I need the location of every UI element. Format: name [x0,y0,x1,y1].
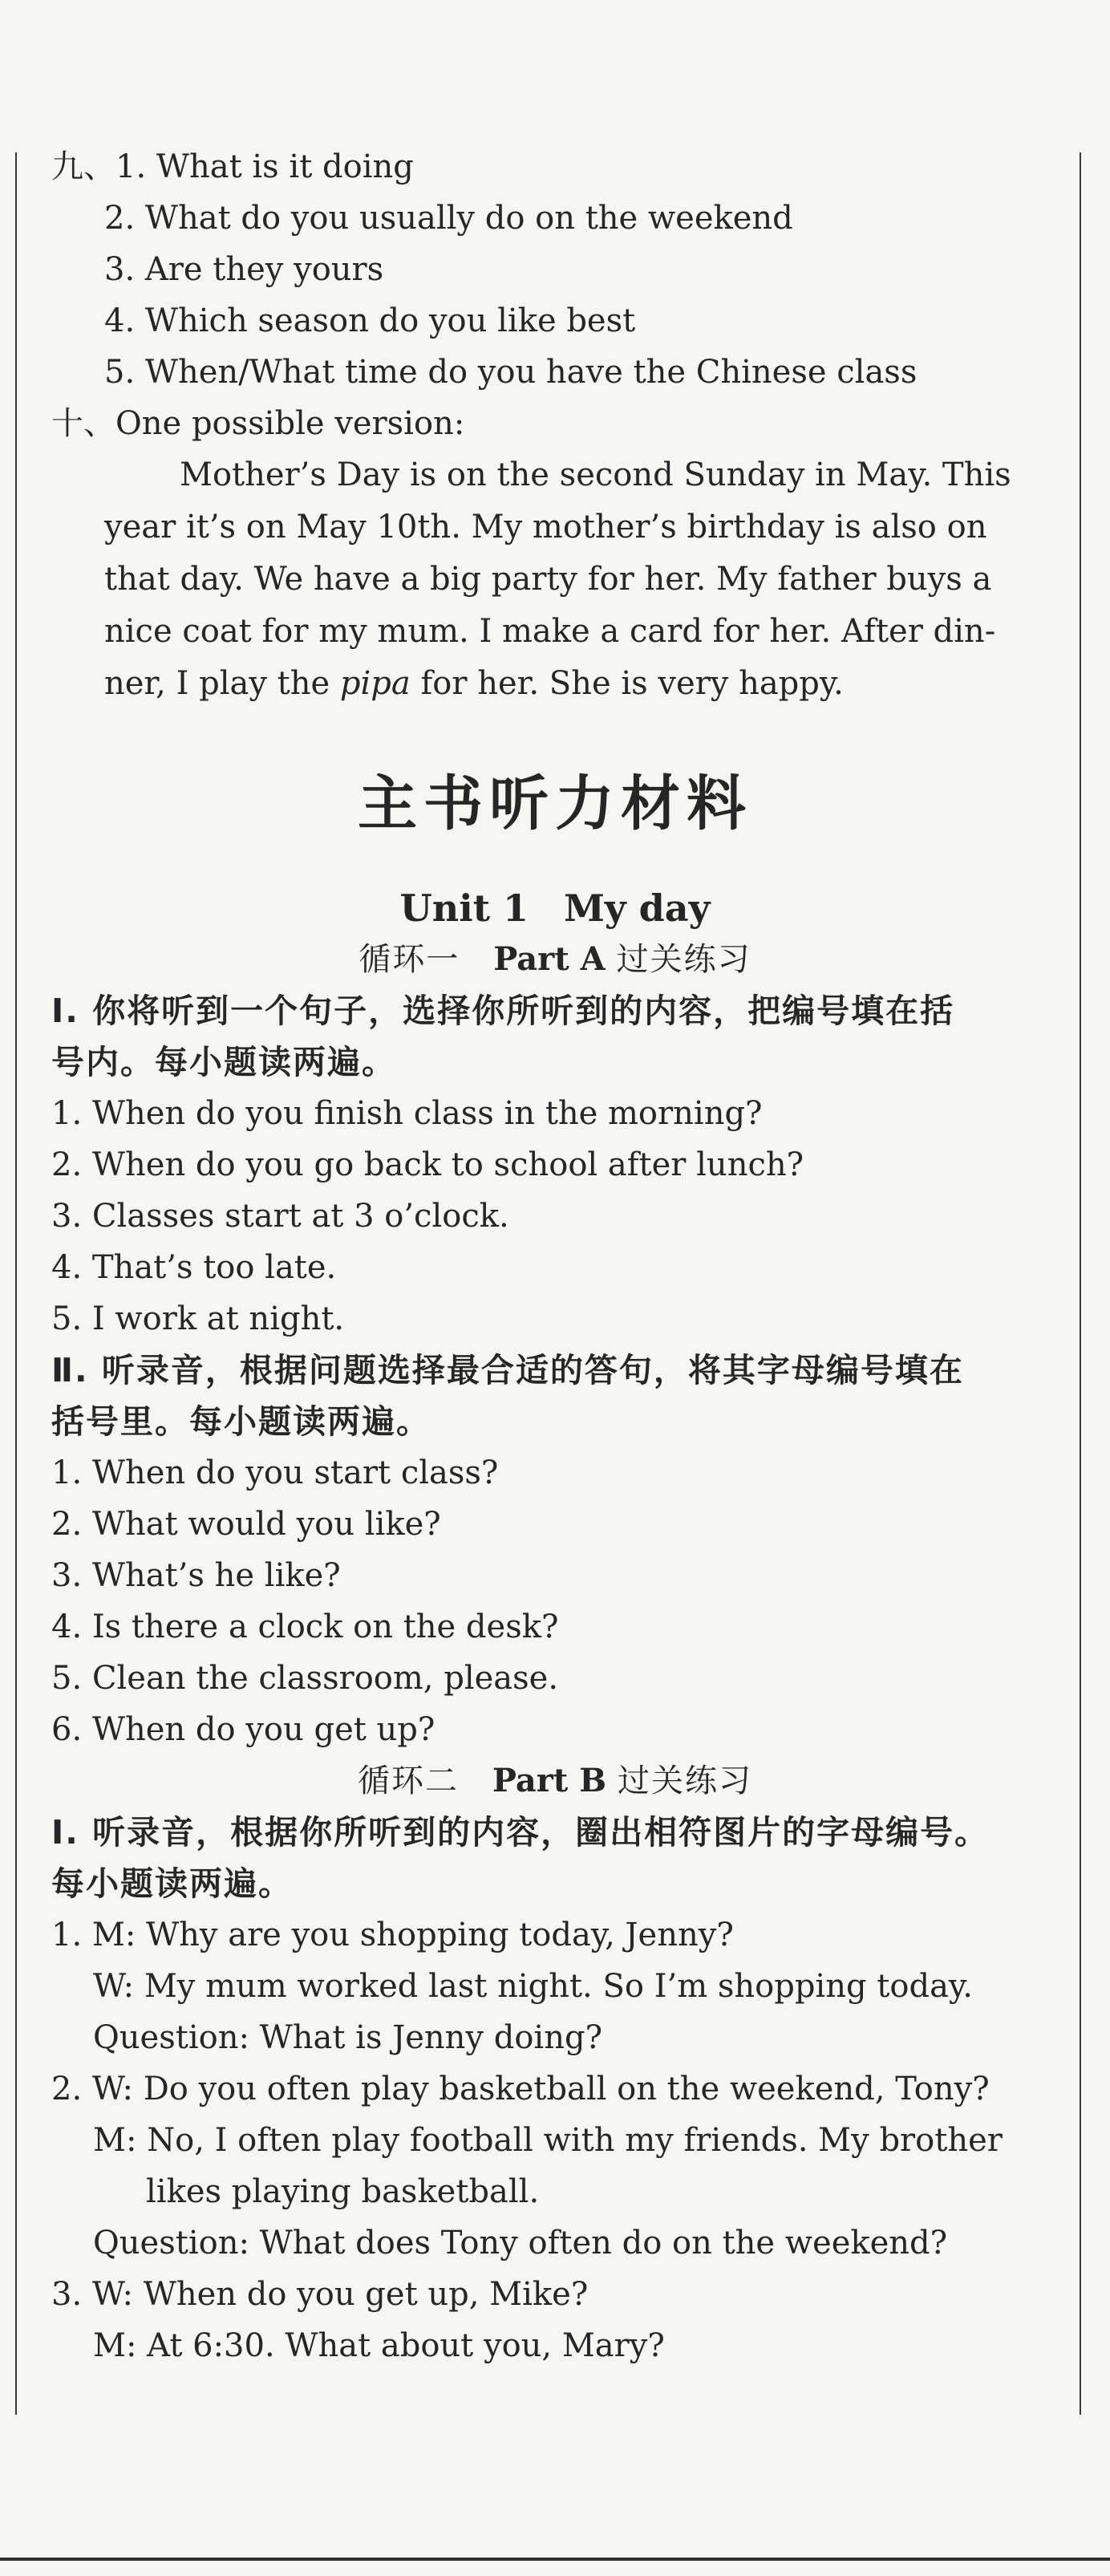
sec9-item-3: 3. Are they yours [104,251,384,288]
list-item: 6. When do you get up? [51,1711,435,1748]
unit-name: My day [563,886,711,930]
essay-line: ner, I play the pipa for her. She is very happy. [104,665,844,702]
essay-line: that day. We have a big party for her. My father buys a [104,561,992,598]
dialogue-question: Question: What is Jenny doing? [93,2019,603,2056]
dialogue-line: M: No, I often play football with my friends. My brother [93,2122,1003,2159]
list-item: 2. What would you like? [51,1506,441,1543]
loop1-q2-head-cont: 括号里。每小题读两遍。 [51,1402,431,1441]
dialogue-line: W: My mum worked last night. So I’m shopping today. [93,1968,973,2005]
loop2-title: 循环二 Part B 过关练习 [358,1762,752,1799]
list-item: 4. That’s too late. [51,1249,337,1286]
list-item: 2. When do you go back to school after lunch? [51,1146,804,1183]
loop1-q1-head: Ⅰ. 你将听到一个句子，选择你所听到的内容，把编号填在括 [51,992,955,1030]
italic-word: pipa [339,665,411,702]
list-item: 3. What’s he like? [51,1557,341,1594]
dialogue-line: 2. W: Do you often play basketball on the weekend, Tony? [51,2071,990,2107]
sec9-item-4: 4. Which season do you like best [104,302,636,339]
dialogue-question: Question: What does Tony often do on the weekend? [93,2225,948,2262]
list-item: 5. Clean the classroom, please. [51,1660,559,1697]
loop1-q2-head: Ⅱ. 听录音，根据问题选择最合适的答句，将其字母编号填在 [51,1351,964,1389]
unit-number: Unit 1 [399,886,529,930]
sec9-item-5: 5. When/What time do you have the Chinese class [104,354,918,391]
dialogue-line: M: At 6:30. What about you, Mary? [93,2327,665,2364]
loop1-title: 循环一 Part A 过关练习 [359,940,751,978]
unit-title [0,882,1110,934]
list-item: 3. Classes start at 3 o’clock. [51,1198,509,1235]
list-item: 5. I work at night. [51,1300,345,1337]
list-item: 4. Is there a clock on the desk? [51,1608,559,1645]
sec9-label: 九、 [51,148,115,185]
dialogue-line: 1. M: Why are you shopping today, Jenny? [51,1917,734,1953]
sec9-item-2: 2. What do you usually do on the weekend [104,200,793,237]
sec9-item-1: 九、1. What is it doing [51,148,414,185]
essay-paragraph [104,449,1059,710]
main-title: 主书听力材料 [358,769,752,838]
left-margin-rule [15,152,17,2415]
dialogue-line: likes playing basketball. [146,2173,540,2210]
sec10-intro: 十、One possible version: [51,405,465,442]
bottom-rule [0,2558,1110,2561]
loop1-q1-head-cont: 号内。每小题读两遍。 [51,1043,396,1081]
essay-line: nice coat for my mum. I make a card for her. After din- [104,613,996,650]
essay-line: Mother’s Day is on the second Sunday in May. This [180,456,1011,493]
essay-line: year it’s on May 10th. My mother’s birthday is also on [104,509,987,546]
sec10-label: 十、 [51,405,115,442]
right-margin-rule [1080,152,1081,2415]
loop2-q1-head: Ⅰ. 听录音，根据你所听到的内容，圈出相符图片的字母编号。 [51,1813,990,1852]
list-item: 1. When do you start class? [51,1454,499,1491]
dialogue-line: 3. W: When do you get up, Mike? [51,2276,589,2313]
list-item: 1. When do you finish class in the morning? [51,1095,763,1132]
loop2-q1-head-cont: 每小题读两遍。 [51,1864,293,1903]
